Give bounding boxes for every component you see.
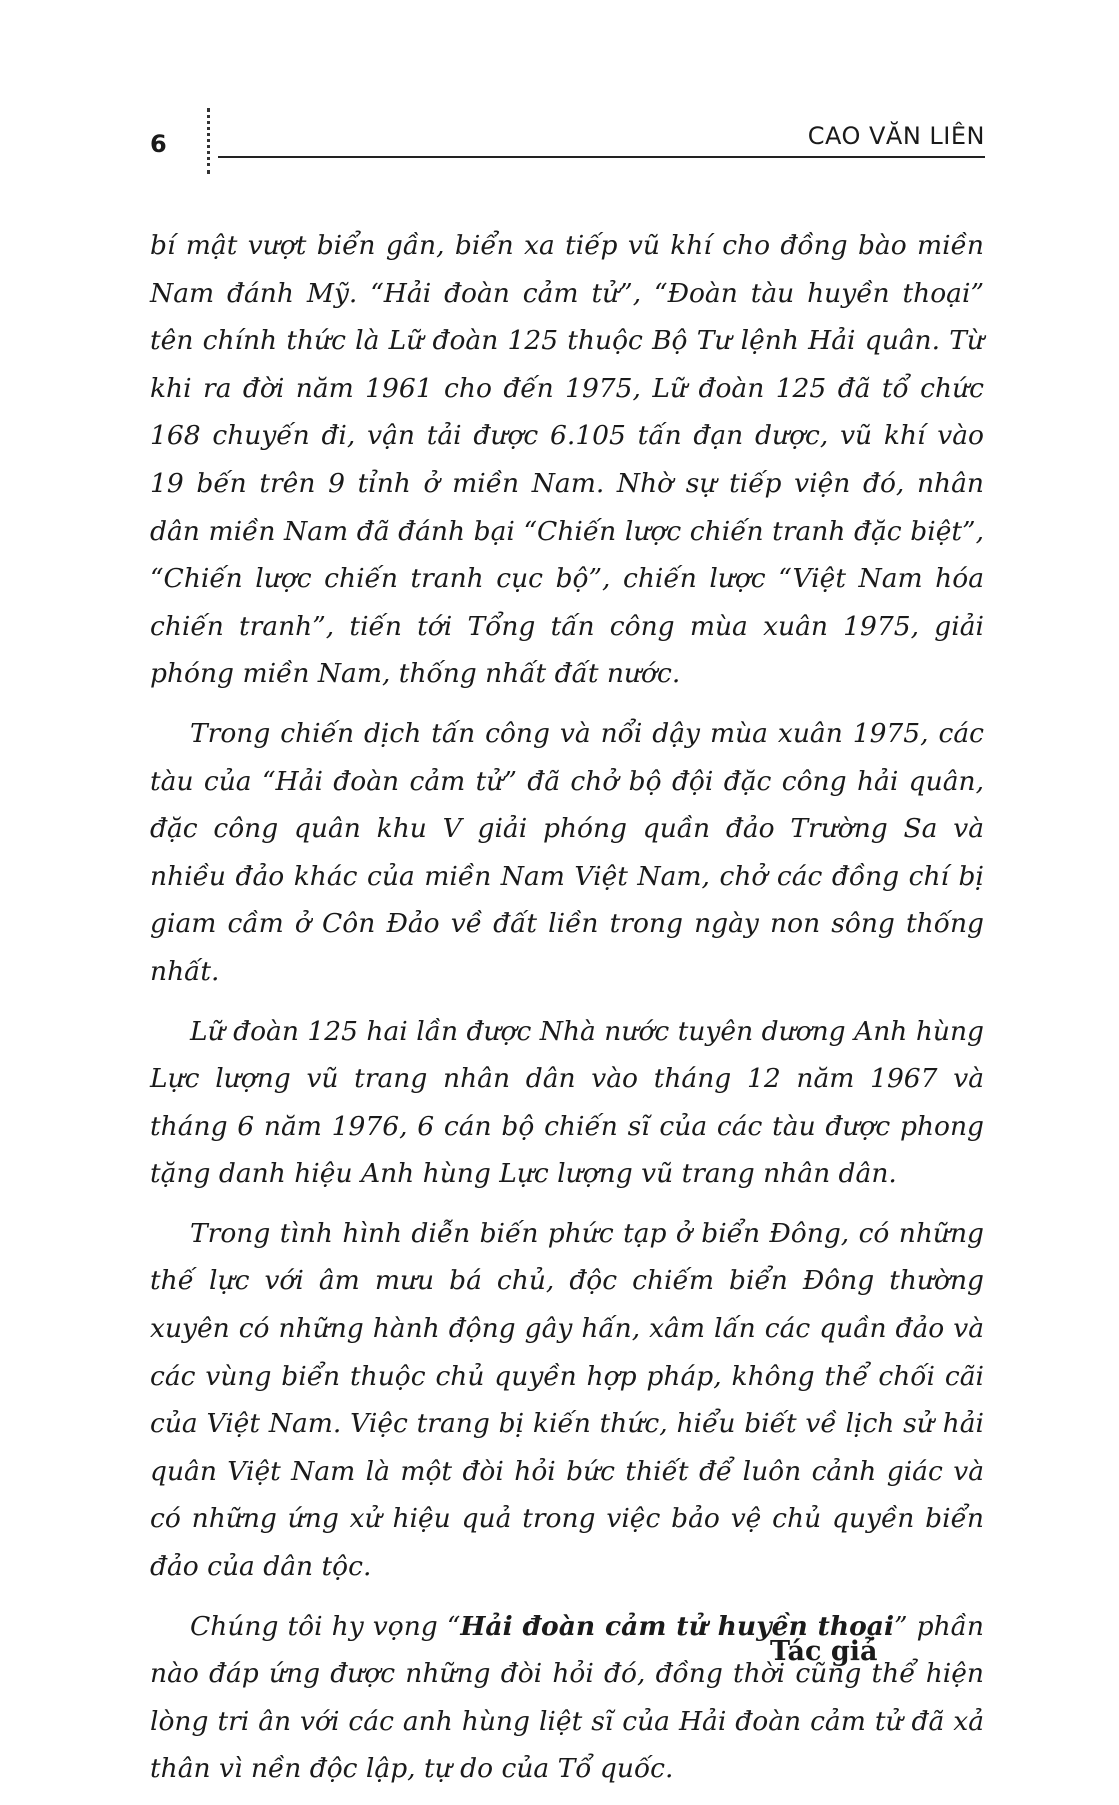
body-text <box>150 222 984 1805</box>
book-title: Hải đoàn cảm tử huyền thoại <box>460 1610 895 1642</box>
running-header <box>0 100 1119 180</box>
paragraph-heroic-awards: Lữ đoàn 125 hai lần được Nhà nước tuyên dương Anh hùng Lực lượng vũ trang nhân dân vào tháng 12 năm 1967 và tháng 6 năm 1976, 6 cán bộ chiến sĩ của các tàu được phong tặng danh hiệu Anh hùng Lực lượng vũ trang nhân dân. <box>150 1015 984 1190</box>
paragraph-continuation: bí mật vượt biển gần, biển xa tiếp vũ khí cho đồng bào miền Nam đánh Mỹ. “Hải đoàn cảm tử”, “Đoàn tàu huyền thoại” tên chính thức là Lữ đoàn 125 thuộc Bộ Tư lệnh Hải quân. Từ khi ra đời năm 1961 cho đến 1975, Lữ đoàn 125 đã tổ chức 168 chuyến đi, vận tải được 6.105 tấn đạn dược, vũ khí vào 19 bến trên 9 tỉnh ở miền Nam. Nhờ sự tiếp viện đó, nhân dân miền Nam đã đánh bại “Chiến lược chiến tranh đặc biệt”, “Chiến lược chiến tranh cục bộ”, chiến lược “Việt Nam hóa chiến tranh”, tiến tới Tổng tấn công mùa xuân 1975, giải phóng miền Nam, thống nhất đất nước. <box>150 230 984 690</box>
closing-text-after: ” phần nào đáp ứng được những đòi hỏi đó, đồng thời cũng thể hiện lòng tri ân với các anh hùng liệt sĩ của Hải đoàn cảm tử đã xả thân vì nền độc lập, tự do của Tổ quốc. <box>150 1610 984 1785</box>
closing-text-before: Chúng tôi hy vọng “ <box>190 1610 461 1642</box>
paragraph-closing <box>150 1603 984 1793</box>
paragraph-east-sea: Trong tình hình diễn biến phức tạp ở biển Đông, có những thế lực với âm mưu bá chủ, độc chiếm biển Đông thường xuyên có những hành động gây hấn, xâm lấn các quần đảo và các vùng biển thuộc chủ quyền hợp pháp, không thể chối cãi của Việt Nam. Việc trang bị kiến thức, hiểu biết về lịch sử hải quân Việt Nam là một đòi hỏi bức thiết để luôn cảnh giác và có những ứng xử hiệu quả trong việc bảo vệ chủ quyền biển đảo của dân tộc. <box>150 1217 984 1583</box>
header-dotted-divider <box>207 108 214 174</box>
page-number: 6 <box>150 130 167 158</box>
header-rule <box>218 156 985 158</box>
paragraph-campaign-1975: Trong chiến dịch tấn công và nổi dậy mùa xuân 1975, các tàu của “Hải đoàn cảm tử” đã chở bộ đội đặc công hải quân, đặc công quân khu V giải phóng quần đảo Trường Sa và nhiều đảo khác của miền Nam Việt Nam, chở các đồng chí bị giam cầm ở Côn Đảo về đất liền trong ngày non sông thống nhất. <box>150 717 984 987</box>
running-header-author: CAO VĂN LIÊN <box>807 122 985 150</box>
signature-author: Tác giả <box>770 1636 878 1667</box>
